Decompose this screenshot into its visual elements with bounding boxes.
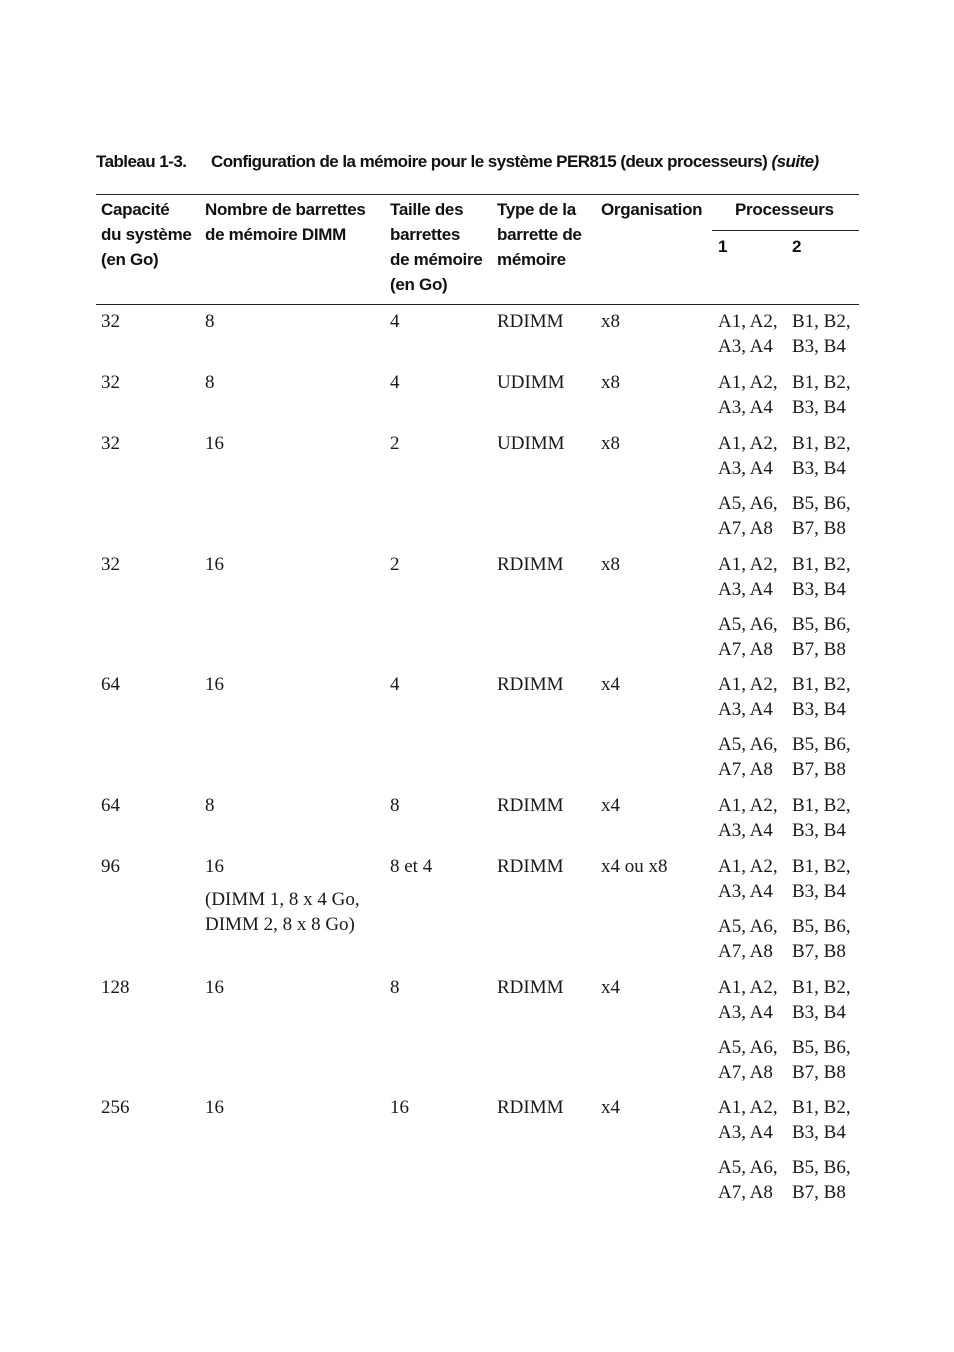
cell-processor-2-slots: B1, B2, B3, B4 — [792, 372, 851, 418]
cell-dimm-size: 8 — [390, 795, 400, 816]
cell-processor-2-slots: B1, B2, B3, B4 — [792, 1097, 851, 1143]
cell-processor-1-slots: A1, A2, A3, A4 — [718, 433, 778, 479]
table-continued-note: (suite) — [771, 152, 819, 171]
cell-dimm-count: 16 — [205, 977, 224, 998]
cell-organization: x4 — [601, 795, 620, 816]
cell-dimm-count: 16 — [205, 674, 224, 695]
cell-dimm-type: RDIMM — [497, 977, 564, 998]
cell-processor-1-slots: A5, A6, A7, A8 — [718, 493, 778, 539]
header-dimm-type: Type de la barrette de mémoire — [497, 200, 582, 269]
cell-dimm-count: 8 — [205, 372, 215, 393]
cell-processor-1-slots: A5, A6, A7, A8 — [718, 916, 778, 962]
cell-processor-2-slots: B1, B2, B3, B4 — [792, 433, 851, 479]
cell-processor-1-slots: A5, A6, A7, A8 — [718, 1157, 778, 1203]
header-dimm-count: Nombre de barrettes de mémoire DIMM — [205, 200, 366, 244]
cell-capacity: 32 — [101, 311, 120, 332]
cell-dimm-size: 8 et 4 — [390, 856, 433, 877]
table-top-rule — [96, 194, 859, 195]
cell-processor-2-slots: B1, B2, B3, B4 — [792, 311, 851, 357]
cell-capacity: 96 — [101, 856, 120, 877]
cell-processor-1-slots: A5, A6, A7, A8 — [718, 734, 778, 780]
cell-processor-2-slots: B1, B2, B3, B4 — [792, 856, 851, 902]
cell-dimm-count: 16 — [205, 1097, 224, 1118]
cell-processor-2-slots: B1, B2, B3, B4 — [792, 674, 851, 720]
cell-dimm-type: RDIMM — [497, 674, 564, 695]
cell-organization: x8 — [601, 311, 620, 332]
cell-processor-1-slots: A1, A2, A3, A4 — [718, 674, 778, 720]
processors-rule — [712, 230, 859, 231]
cell-dimm-size: 8 — [390, 977, 400, 998]
cell-capacity: 64 — [101, 795, 120, 816]
cell-dimm-type: RDIMM — [497, 856, 564, 877]
cell-capacity: 32 — [101, 372, 120, 393]
cell-processor-1-slots: A1, A2, A3, A4 — [718, 554, 778, 600]
cell-dimm-count: 16 — [205, 433, 224, 454]
cell-organization: x8 — [601, 554, 620, 575]
cell-dimm-count: 16 — [205, 856, 224, 877]
header-organization: Organisation — [601, 200, 703, 219]
header-processor-1: 1 — [718, 237, 728, 256]
cell-processor-1-slots: A1, A2, A3, A4 — [718, 311, 778, 357]
table-caption — [96, 152, 876, 172]
cell-processor-2-slots: B5, B6, B7, B8 — [792, 493, 851, 539]
cell-dimm-size: 2 — [390, 554, 400, 575]
cell-organization: x8 — [601, 372, 620, 393]
cell-processor-2-slots: B1, B2, B3, B4 — [792, 977, 851, 1023]
cell-processor-2-slots: B1, B2, B3, B4 — [792, 795, 851, 841]
cell-processor-1-slots: A1, A2, A3, A4 — [718, 856, 778, 902]
header-capacity: Capacité du système (en Go) — [101, 200, 192, 269]
cell-organization: x4 — [601, 674, 620, 695]
cell-dimm-type: UDIMM — [497, 433, 565, 454]
cell-processor-1-slots: A5, A6, A7, A8 — [718, 614, 778, 660]
cell-capacity: 32 — [101, 433, 120, 454]
cell-dimm-size: 2 — [390, 433, 400, 454]
cell-dimm-size: 16 — [390, 1097, 409, 1118]
header-bottom-rule — [96, 304, 859, 305]
header-processors: Processeurs — [735, 200, 834, 219]
cell-dimm-count-note: (DIMM 1, 8 x 4 Go, DIMM 2, 8 x 8 Go) — [205, 889, 360, 935]
cell-processor-1-slots: A1, A2, A3, A4 — [718, 795, 778, 841]
cell-dimm-type: RDIMM — [497, 311, 564, 332]
header-dimm-size: Taille des barrettes de mémoire (en Go) — [390, 200, 483, 294]
cell-dimm-size: 4 — [390, 372, 400, 393]
cell-processor-1-slots: A1, A2, A3, A4 — [718, 977, 778, 1023]
cell-processor-2-slots: B1, B2, B3, B4 — [792, 554, 851, 600]
cell-dimm-type: RDIMM — [497, 554, 564, 575]
cell-organization: x4 — [601, 1097, 620, 1118]
cell-dimm-count: 16 — [205, 554, 224, 575]
cell-processor-1-slots: A1, A2, A3, A4 — [718, 1097, 778, 1143]
cell-capacity: 128 — [101, 977, 130, 998]
cell-processor-2-slots: B5, B6, B7, B8 — [792, 614, 851, 660]
cell-capacity: 256 — [101, 1097, 130, 1118]
cell-processor-1-slots: A5, A6, A7, A8 — [718, 1037, 778, 1083]
cell-processor-2-slots: B5, B6, B7, B8 — [792, 916, 851, 962]
cell-dimm-type: RDIMM — [497, 1097, 564, 1118]
cell-processor-2-slots: B5, B6, B7, B8 — [792, 734, 851, 780]
cell-dimm-type: UDIMM — [497, 372, 565, 393]
header-processor-2: 2 — [792, 237, 802, 256]
cell-capacity: 32 — [101, 554, 120, 575]
cell-dimm-type: RDIMM — [497, 795, 564, 816]
cell-dimm-count: 8 — [205, 311, 215, 332]
cell-processor-2-slots: B5, B6, B7, B8 — [792, 1037, 851, 1083]
cell-dimm-size: 4 — [390, 311, 400, 332]
cell-organization: x4 — [601, 977, 620, 998]
cell-organization: x4 ou x8 — [601, 856, 668, 877]
cell-processor-1-slots: A1, A2, A3, A4 — [718, 372, 778, 418]
cell-processor-2-slots: B5, B6, B7, B8 — [792, 1157, 851, 1203]
table-title: Configuration de la mémoire pour le système PER815 (deux processeurs) — [211, 152, 768, 171]
cell-dimm-size: 4 — [390, 674, 400, 695]
table-number: Tableau 1-3. — [96, 152, 187, 171]
cell-capacity: 64 — [101, 674, 120, 695]
cell-organization: x8 — [601, 433, 620, 454]
cell-dimm-count: 8 — [205, 795, 215, 816]
